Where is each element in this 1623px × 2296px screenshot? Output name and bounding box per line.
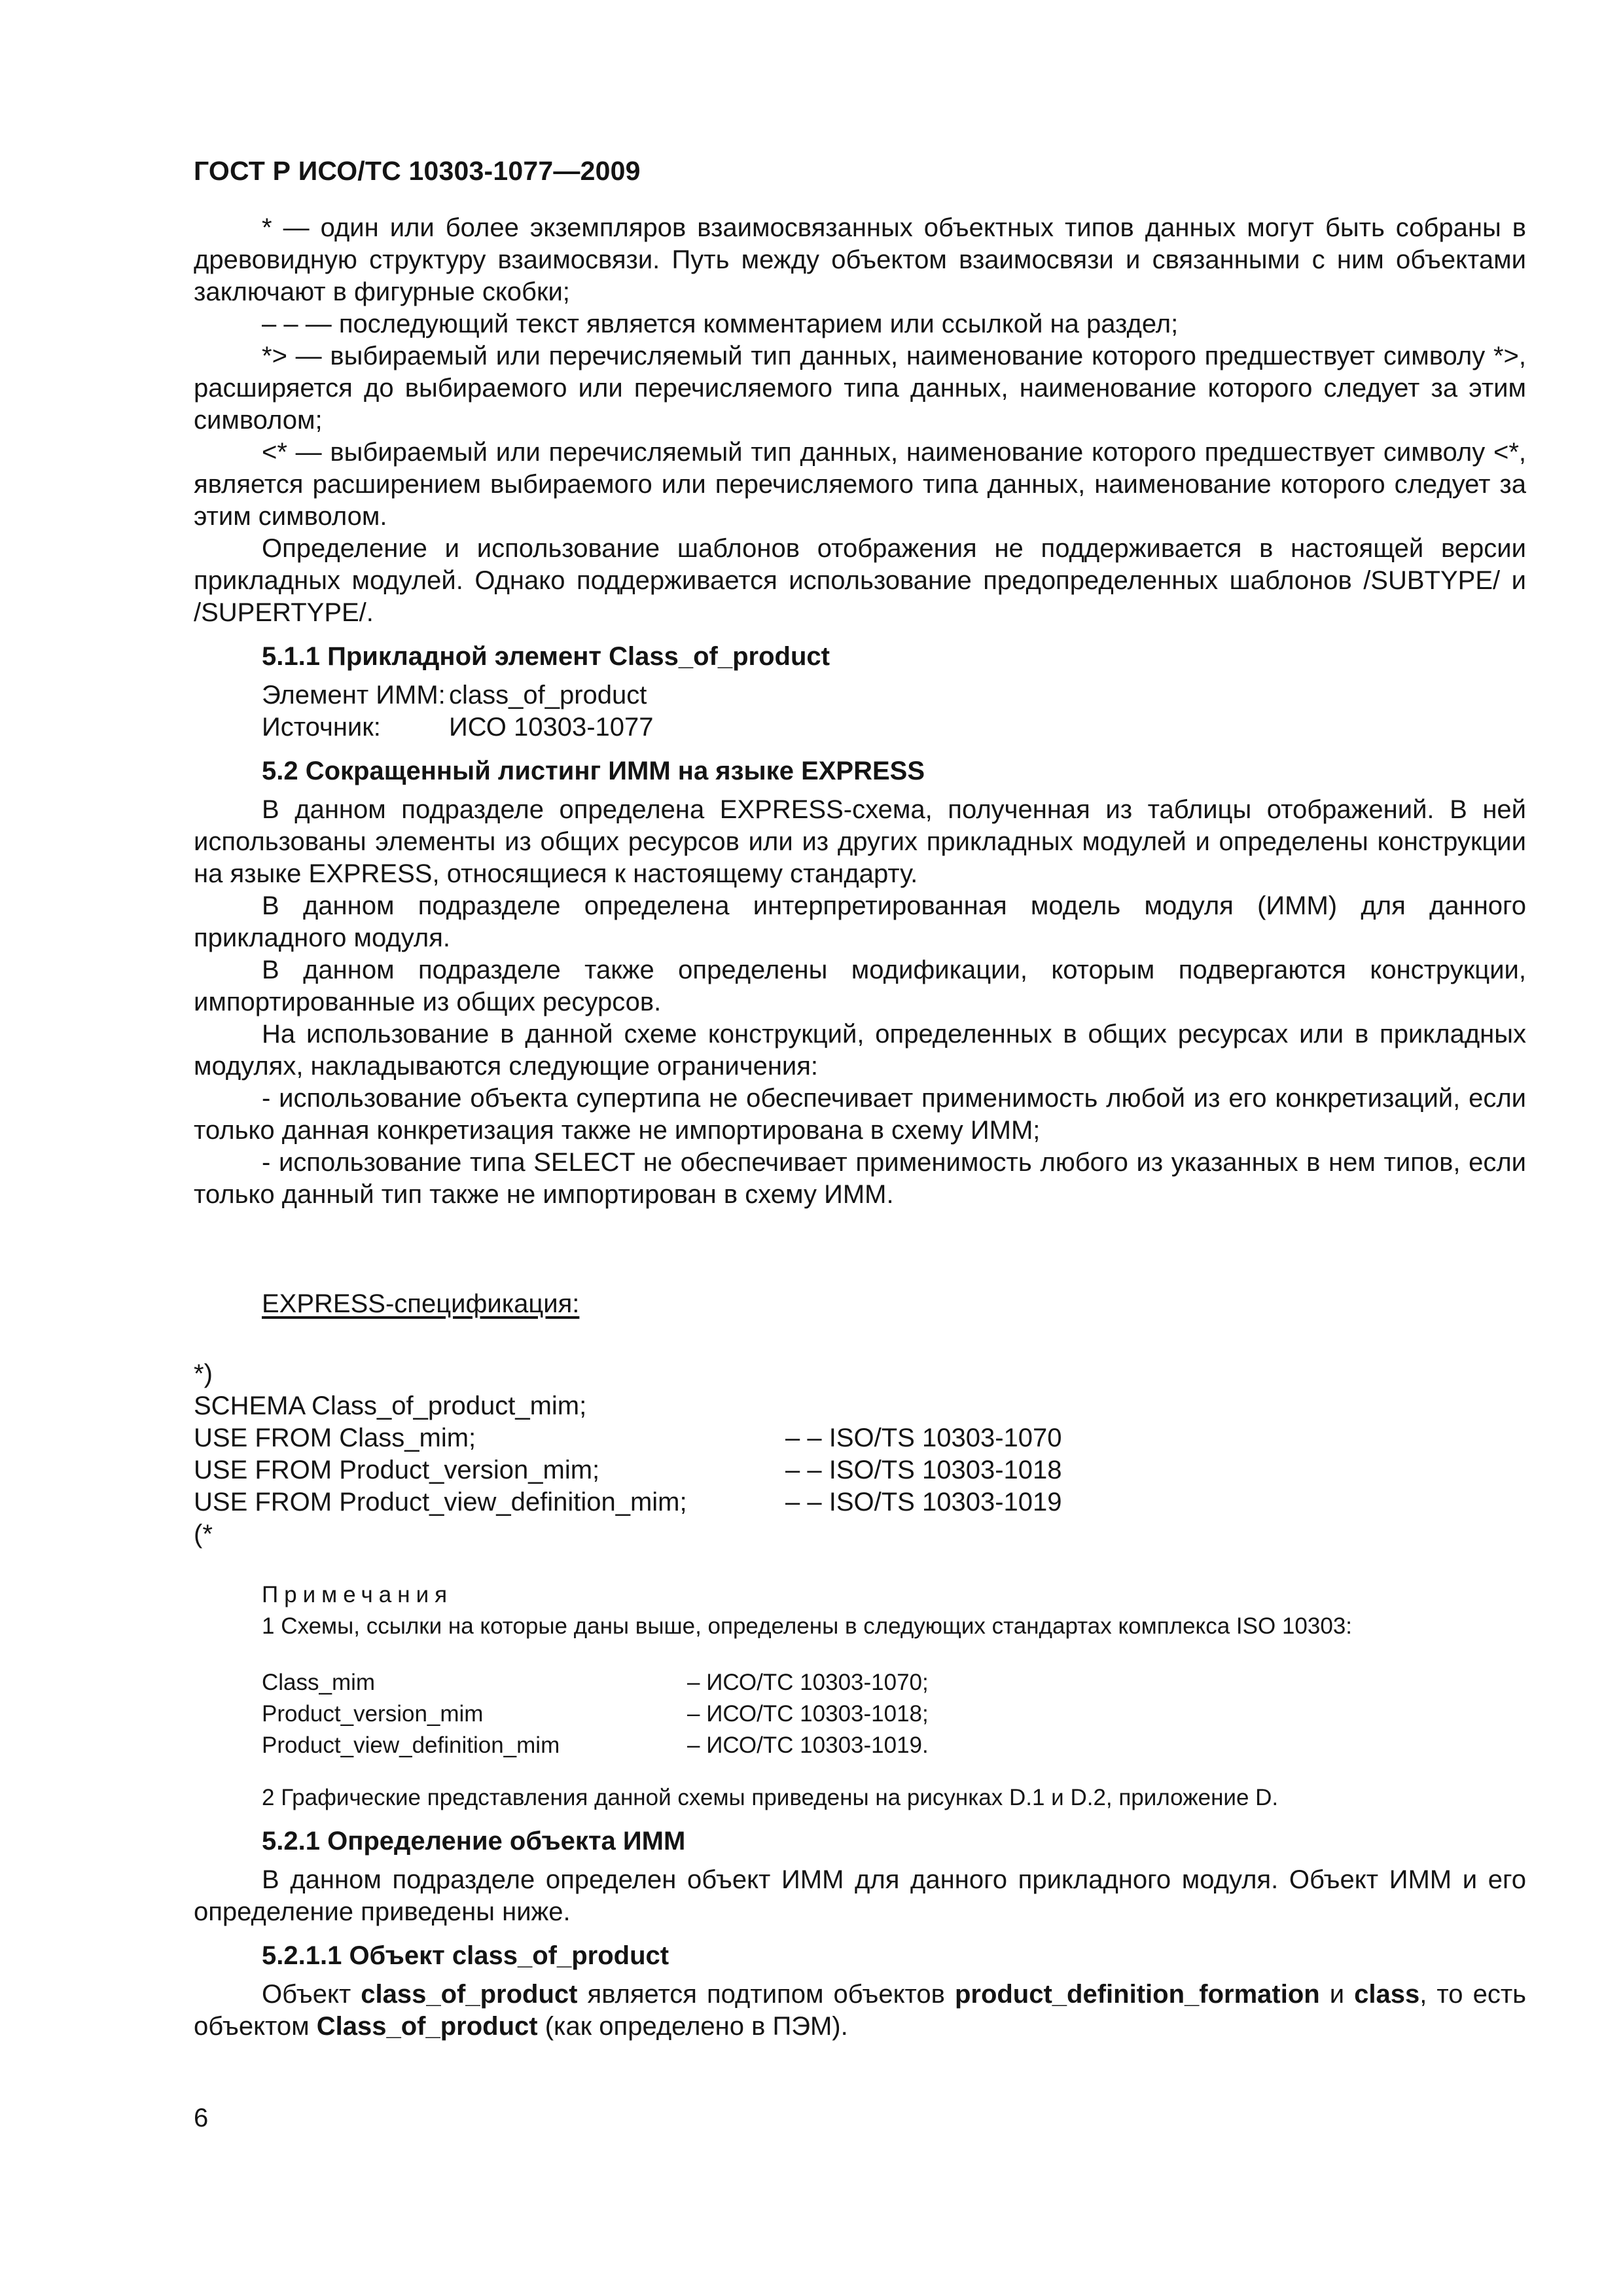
section-heading-5-1-1: 5.1.1 Прикладной элемент Class_of_product (262, 642, 830, 671)
code-comment: – – ISO/TS 10303-1019 (785, 1488, 1062, 1516)
entity-name: class_of_product (361, 1980, 578, 2009)
text-run: (как определено в ПЭМ). (537, 2012, 848, 2041)
note-2: 2 Графические представления данной схемы приведены на рисунках D.1 и D.2, приложение D. (262, 1785, 1279, 1810)
express-code-block (194, 1358, 1526, 1551)
express-spec-label: EXPRESS-спецификация: (262, 1289, 580, 1318)
text-run: , то есть объектом (194, 1980, 1526, 2041)
document-page (194, 154, 1526, 2043)
code-line: SCHEMA Class_of_product_mim; (194, 1391, 587, 1420)
notes-title: Примечания (262, 1582, 454, 1607)
body-paragraph: В данном подразделе определена EXPRESS-схема, полученная из таблицы отображений. В ней использованы элементы из общих ресурсов или из других прикладных модулей и определены конструкции на языке EXPRESS, относящиеся к настоящему стандарту. (194, 795, 1526, 888)
text-run: Объект (262, 1980, 361, 2009)
section-heading-5-2: 5.2 Сокращенный листинг ИММ на языке EXPRESS (262, 757, 925, 785)
code-comment: – – ISO/TS 10303-1018 (785, 1456, 1062, 1484)
entity-name: class (1354, 1980, 1420, 2009)
kv-label: Элемент ИММ: (262, 681, 446, 709)
ref-standard: – ИСО/ТС 10303-1018; (687, 1701, 929, 1727)
kv-label: Источник: (262, 713, 381, 742)
code-line: USE FROM Class_mim; (194, 1424, 476, 1452)
element-source-table (262, 679, 1526, 744)
code-comment: – – ISO/TS 10303-1070 (785, 1424, 1062, 1452)
intro-block (194, 212, 1526, 629)
section-heading-5-2-1: 5.2.1 Определение объекта ИММ (262, 1827, 686, 1856)
standard-header: ГОСТ Р ИСО/ТС 10303-1077—2009 (194, 156, 641, 186)
intro-paragraph: * — один или более экземпляров взаимосвязанных объектных типов данных могут быть собраны в древовидную структуру взаимосвязи. Путь между объектом взаимосвязи и связанными с ним объектами заключают в фигурные скобки; (194, 213, 1526, 306)
entity-name: product_definition_formation (954, 1980, 1320, 2009)
code-line: *) (194, 1359, 213, 1388)
section-heading-5-2-1-1: 5.2.1.1 Объект class_of_product (262, 1941, 669, 1970)
schema-reference-table (262, 1667, 1526, 1761)
note-1: 1 Схемы, ссылки на которые даны выше, определены в следующих стандартах комплекса ISO 10303: (262, 1613, 1353, 1639)
section-5-2-body (194, 794, 1526, 1211)
code-line: USE FROM Product_view_definition_mim; (194, 1488, 687, 1516)
body-paragraph: В данном подразделе также определены модификации, которым подвергаются конструкции, импортированные из общих ресурсов. (194, 956, 1526, 1016)
code-line: USE FROM Product_version_mim; (194, 1456, 600, 1484)
kv-value: ИСО 10303-1077 (449, 713, 654, 742)
intro-paragraph: – – — последующий текст является комментарием или ссылкой на раздел; (262, 310, 1179, 338)
kv-value: class_of_product (449, 681, 647, 709)
body-paragraph: В данном подразделе определена интерпретированная модель модуля (ИММ) для данного прикладного модуля. (194, 891, 1526, 952)
notes-block (262, 1579, 1526, 1814)
entity-name: Class_of_product (316, 2012, 538, 2041)
intro-paragraph: Определение и использование шаблонов отображения не поддерживается в настоящей версии прикладных модулей. Однако поддерживается использование предопределенных шаблонов /SUBTYPE/ и /SUPERTYPE/. (194, 534, 1526, 627)
ref-standard: – ИСО/ТС 10303-1019. (687, 1732, 929, 1758)
body-paragraph: На использование в данной схеме конструкций, определенных в общих ресурсах или в прикладных модулях, накладываются следующие ограничения: (194, 1020, 1526, 1081)
code-line: (* (194, 1520, 213, 1549)
intro-paragraph: <* — выбираемый или перечисляемый тип данных, наименование которого предшествует символу <*, является расширением выбираемого или перечисляемого типа данных, наименование которого следует за этим символом. (194, 438, 1526, 531)
text-run: и (1319, 1980, 1355, 2009)
body-paragraph: В данном подразделе определен объект ИММ для данного прикладного модуля. Объект ИММ и его определение приведены ниже. (194, 1865, 1526, 1926)
body-paragraph: - использование типа SELECT не обеспечивает применимость любого из указанных в нем типов, если только данный тип также не импортирован в схему ИММ. (194, 1148, 1526, 1209)
ref-schema-name: Product_view_definition_mim (262, 1732, 560, 1758)
ref-standard: – ИСО/ТС 10303-1070; (687, 1670, 929, 1695)
body-paragraph: - использование объекта супертипа не обеспечивает применимость любой из его конкретизаций, если только данная конкретизация также не импортирована в схему ИММ; (194, 1084, 1526, 1145)
intro-paragraph: *> — выбираемый или перечисляемый тип данных, наименование которого предшествует символу *>, расширяется до выбираемого или перечисляемого типа данных, наименование которого следует за этим символом; (194, 342, 1526, 435)
ref-schema-name: Product_version_mim (262, 1701, 484, 1727)
page-number: 6 (194, 2104, 209, 2132)
object-definition-paragraph (194, 1979, 1526, 2043)
ref-schema-name: Class_mim (262, 1670, 376, 1695)
text-run: является подтипом объектов (577, 1980, 955, 2009)
